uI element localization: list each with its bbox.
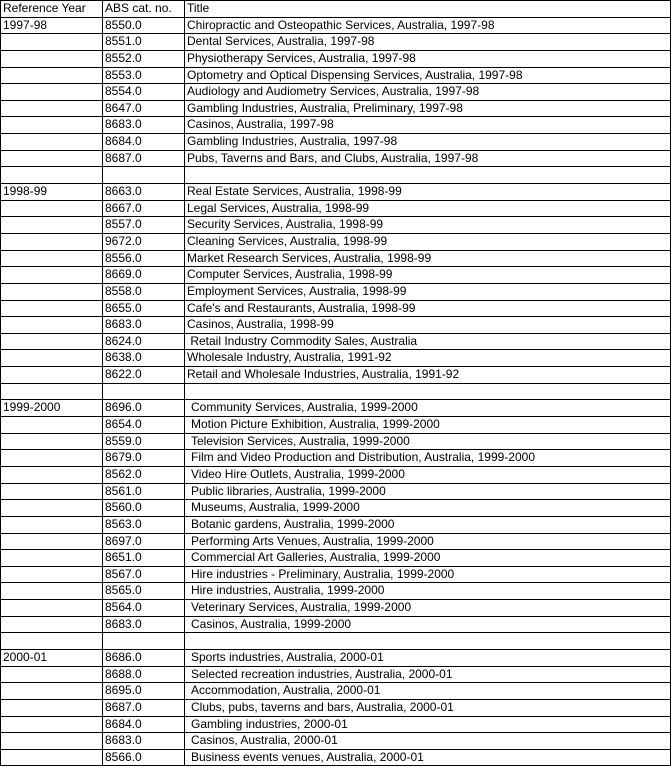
abs-cat-no-cell: 8687.0 <box>103 699 185 716</box>
abs-cat-no-cell: 8655.0 <box>103 300 185 317</box>
reference-year-cell <box>1 716 103 733</box>
reference-year-cell <box>1 84 103 101</box>
reference-year-cell <box>1 50 103 67</box>
table-row <box>1 733 671 750</box>
title-cell: Market Research Services, Australia, 1998-99 <box>185 250 671 267</box>
reference-year-cell <box>1 733 103 750</box>
reference-year-cell <box>1 233 103 250</box>
abs-cat-no-cell: 8654.0 <box>103 417 185 434</box>
title-cell: Film and Video Production and Distribution, Australia, 1999-2000 <box>185 450 671 467</box>
abs-cat-no-cell: 8563.0 <box>103 516 185 533</box>
table-row <box>1 466 671 483</box>
reference-year-cell <box>1 583 103 600</box>
abs-cat-no-cell: 8557.0 <box>103 217 185 234</box>
title-cell: Chiropractic and Osteopathic Services, Australia, 1997-98 <box>185 17 671 34</box>
reference-year-cell <box>1 666 103 683</box>
empty-cell <box>185 633 671 650</box>
abs-cat-no-cell: 8552.0 <box>103 50 185 67</box>
title-cell: Cafe's and Restaurants, Australia, 1998-99 <box>185 300 671 317</box>
reference-year-cell <box>1 134 103 151</box>
title-cell: Dental Services, Australia, 1997-98 <box>185 34 671 51</box>
table-row <box>1 200 671 217</box>
table-row <box>1 433 671 450</box>
abs-cat-no-cell: 8695.0 <box>103 683 185 700</box>
title-cell: Security Services, Australia, 1998-99 <box>185 217 671 234</box>
title-cell: Pubs, Taverns and Bars, and Clubs, Australia, 1997-98 <box>185 150 671 167</box>
header-reference-year: Reference Year <box>1 1 103 18</box>
reference-year-cell <box>1 34 103 51</box>
empty-cell <box>103 383 185 400</box>
table-row <box>1 300 671 317</box>
abs-cat-no-cell: 8558.0 <box>103 283 185 300</box>
title-cell: Museums, Australia, 1999-2000 <box>185 500 671 517</box>
table-row <box>1 483 671 500</box>
title-cell: Veterinary Services, Australia, 1999-2000 <box>185 600 671 617</box>
title-cell: Employment Services, Australia, 1998-99 <box>185 283 671 300</box>
abs-cat-no-cell: 8687.0 <box>103 150 185 167</box>
header-title: Title <box>185 1 671 18</box>
abs-cat-no-cell: 8560.0 <box>103 500 185 517</box>
reference-year-cell <box>1 117 103 134</box>
title-cell: Gambling Industries, Australia, 1997-98 <box>185 134 671 151</box>
abs-cat-no-cell: 8667.0 <box>103 200 185 217</box>
abs-cat-no-cell: 8554.0 <box>103 84 185 101</box>
table-row <box>1 400 671 417</box>
title-cell: Hire industries - Preliminary, Australia, 1999-2000 <box>185 566 671 583</box>
table-row <box>1 67 671 84</box>
title-cell: Casinos, Australia, 1998-99 <box>185 317 671 334</box>
title-cell: Legal Services, Australia, 1998-99 <box>185 200 671 217</box>
title-cell: Hire industries, Australia, 1999-2000 <box>185 583 671 600</box>
title-cell: Real Estate Services, Australia, 1998-99 <box>185 184 671 201</box>
spacer-row <box>1 633 671 650</box>
title-cell: Video Hire Outlets, Australia, 1999-2000 <box>185 466 671 483</box>
abs-cat-no-cell: 8567.0 <box>103 566 185 583</box>
title-cell: Botanic gardens, Australia, 1999-2000 <box>185 516 671 533</box>
abs-cat-no-cell: 8562.0 <box>103 466 185 483</box>
table-row <box>1 267 671 284</box>
title-cell: Sports industries, Australia, 2000-01 <box>185 649 671 666</box>
title-cell: Cleaning Services, Australia, 1998-99 <box>185 233 671 250</box>
table-row <box>1 716 671 733</box>
reference-year-cell <box>1 67 103 84</box>
title-cell: Physiotherapy Services, Australia, 1997-98 <box>185 50 671 67</box>
abs-cat-no-cell: 8622.0 <box>103 367 185 384</box>
abs-cat-no-cell: 8679.0 <box>103 450 185 467</box>
reference-year-cell: 1997-98 <box>1 17 103 34</box>
title-cell: Public libraries, Australia, 1999-2000 <box>185 483 671 500</box>
reference-year-cell: 1999-2000 <box>1 400 103 417</box>
title-cell: Accommodation, Australia, 2000-01 <box>185 683 671 700</box>
abs-cat-no-cell: 8556.0 <box>103 250 185 267</box>
empty-cell <box>1 167 103 184</box>
reference-year-cell <box>1 333 103 350</box>
table-row <box>1 17 671 34</box>
title-cell: Casinos, Australia, 1999-2000 <box>185 616 671 633</box>
table-row <box>1 134 671 151</box>
abs-cat-no-cell: 8684.0 <box>103 716 185 733</box>
table-row <box>1 683 671 700</box>
abs-cat-no-cell: 8683.0 <box>103 317 185 334</box>
table-row <box>1 84 671 101</box>
table-row <box>1 666 671 683</box>
reference-year-cell <box>1 417 103 434</box>
table-row <box>1 749 671 766</box>
reference-year-cell <box>1 483 103 500</box>
title-cell: Gambling industries, 2000-01 <box>185 716 671 733</box>
table-row <box>1 450 671 467</box>
title-cell: Computer Services, Australia, 1998-99 <box>185 267 671 284</box>
reference-year-cell <box>1 749 103 766</box>
reference-year-cell <box>1 250 103 267</box>
abs-cat-no-cell: 8551.0 <box>103 34 185 51</box>
header-row <box>1 1 671 18</box>
abs-cat-no-cell: 8669.0 <box>103 267 185 284</box>
table-row <box>1 150 671 167</box>
table-row <box>1 250 671 267</box>
table-row <box>1 117 671 134</box>
abs-cat-no-cell: 8550.0 <box>103 17 185 34</box>
table-row <box>1 34 671 51</box>
title-cell: Audiology and Audiometry Services, Australia, 1997-98 <box>185 84 671 101</box>
title-cell: Motion Picture Exhibition, Australia, 1999-2000 <box>185 417 671 434</box>
title-cell: Business events venues, Australia, 2000-01 <box>185 749 671 766</box>
abs-cat-no-cell: 8697.0 <box>103 533 185 550</box>
reference-year-cell <box>1 466 103 483</box>
reference-year-cell <box>1 150 103 167</box>
table-row <box>1 533 671 550</box>
table-row <box>1 649 671 666</box>
reference-year-cell <box>1 350 103 367</box>
title-cell: Gambling Industries, Australia, Preliminary, 1997-98 <box>185 100 671 117</box>
abs-cat-no-cell: 8683.0 <box>103 117 185 134</box>
table-row <box>1 699 671 716</box>
reference-year-cell: 2000-01 <box>1 649 103 666</box>
header-abs-cat-no: ABS cat. no. <box>103 1 185 18</box>
table-row <box>1 500 671 517</box>
table-row <box>1 367 671 384</box>
reference-year-cell <box>1 683 103 700</box>
table-row <box>1 233 671 250</box>
abs-cat-no-cell: 8696.0 <box>103 400 185 417</box>
empty-cell <box>103 633 185 650</box>
table-row <box>1 566 671 583</box>
table-row <box>1 350 671 367</box>
table-row <box>1 417 671 434</box>
table-row <box>1 516 671 533</box>
reference-year-cell <box>1 600 103 617</box>
abs-cat-no-cell: 8564.0 <box>103 600 185 617</box>
reference-year-cell <box>1 317 103 334</box>
abs-cat-no-cell: 8651.0 <box>103 550 185 567</box>
table-row <box>1 184 671 201</box>
title-cell: Retail and Wholesale Industries, Australia, 1991-92 <box>185 367 671 384</box>
abs-cat-no-cell: 8566.0 <box>103 749 185 766</box>
reference-year-cell <box>1 550 103 567</box>
table-row <box>1 333 671 350</box>
abs-cat-no-cell: 8553.0 <box>103 67 185 84</box>
title-cell: Optometry and Optical Dispensing Services, Australia, 1997-98 <box>185 67 671 84</box>
reference-year-cell <box>1 267 103 284</box>
title-cell: Wholesale Industry, Australia, 1991-92 <box>185 350 671 367</box>
abs-cat-no-cell: 8683.0 <box>103 733 185 750</box>
reference-year-cell <box>1 566 103 583</box>
abs-cat-no-cell: 8647.0 <box>103 100 185 117</box>
title-cell: Commercial Art Galleries, Australia, 1999-2000 <box>185 550 671 567</box>
reference-year-cell <box>1 433 103 450</box>
reference-year-cell <box>1 100 103 117</box>
abs-cat-no-cell: 8638.0 <box>103 350 185 367</box>
title-cell: Community Services, Australia, 1999-2000 <box>185 400 671 417</box>
table-row <box>1 283 671 300</box>
empty-cell <box>103 167 185 184</box>
reference-year-cell: 1998-99 <box>1 184 103 201</box>
abs-cat-no-cell: 8688.0 <box>103 666 185 683</box>
abs-cat-no-cell: 8683.0 <box>103 616 185 633</box>
table-body <box>1 17 671 766</box>
title-cell: Television Services, Australia, 1999-2000 <box>185 433 671 450</box>
abs-cat-no-cell: 8559.0 <box>103 433 185 450</box>
table-row <box>1 616 671 633</box>
abs-cat-no-cell: 8561.0 <box>103 483 185 500</box>
reference-year-cell <box>1 699 103 716</box>
abs-cat-no-cell: 8624.0 <box>103 333 185 350</box>
empty-cell <box>185 167 671 184</box>
title-cell: Selected recreation industries, Australia, 2000-01 <box>185 666 671 683</box>
reference-year-cell <box>1 533 103 550</box>
abs-cat-no-cell: 8684.0 <box>103 134 185 151</box>
abs-cat-no-cell: 8565.0 <box>103 583 185 600</box>
table-row <box>1 317 671 334</box>
title-cell: Retail Industry Commodity Sales, Australia <box>185 333 671 350</box>
reference-year-cell <box>1 450 103 467</box>
table-row <box>1 600 671 617</box>
empty-cell <box>1 383 103 400</box>
reference-year-cell <box>1 367 103 384</box>
table-row <box>1 50 671 67</box>
title-cell: Casinos, Australia, 2000-01 <box>185 733 671 750</box>
spacer-row <box>1 383 671 400</box>
table-row <box>1 217 671 234</box>
reference-year-cell <box>1 283 103 300</box>
reference-year-cell <box>1 516 103 533</box>
reference-year-cell <box>1 300 103 317</box>
reference-year-cell <box>1 500 103 517</box>
abs-cat-no-cell: 9672.0 <box>103 233 185 250</box>
table-row <box>1 100 671 117</box>
table-row <box>1 550 671 567</box>
empty-cell <box>1 633 103 650</box>
spacer-row <box>1 167 671 184</box>
title-cell: Performing Arts Venues, Australia, 1999-2000 <box>185 533 671 550</box>
abs-cat-no-cell: 8686.0 <box>103 649 185 666</box>
empty-cell <box>185 383 671 400</box>
abs-cat-no-cell: 8663.0 <box>103 184 185 201</box>
table-row <box>1 583 671 600</box>
reference-year-cell <box>1 616 103 633</box>
reference-year-cell <box>1 217 103 234</box>
title-cell: Casinos, Australia, 1997-98 <box>185 117 671 134</box>
reference-year-cell <box>1 200 103 217</box>
title-cell: Clubs, pubs, taverns and bars, Australia, 2000-01 <box>185 699 671 716</box>
